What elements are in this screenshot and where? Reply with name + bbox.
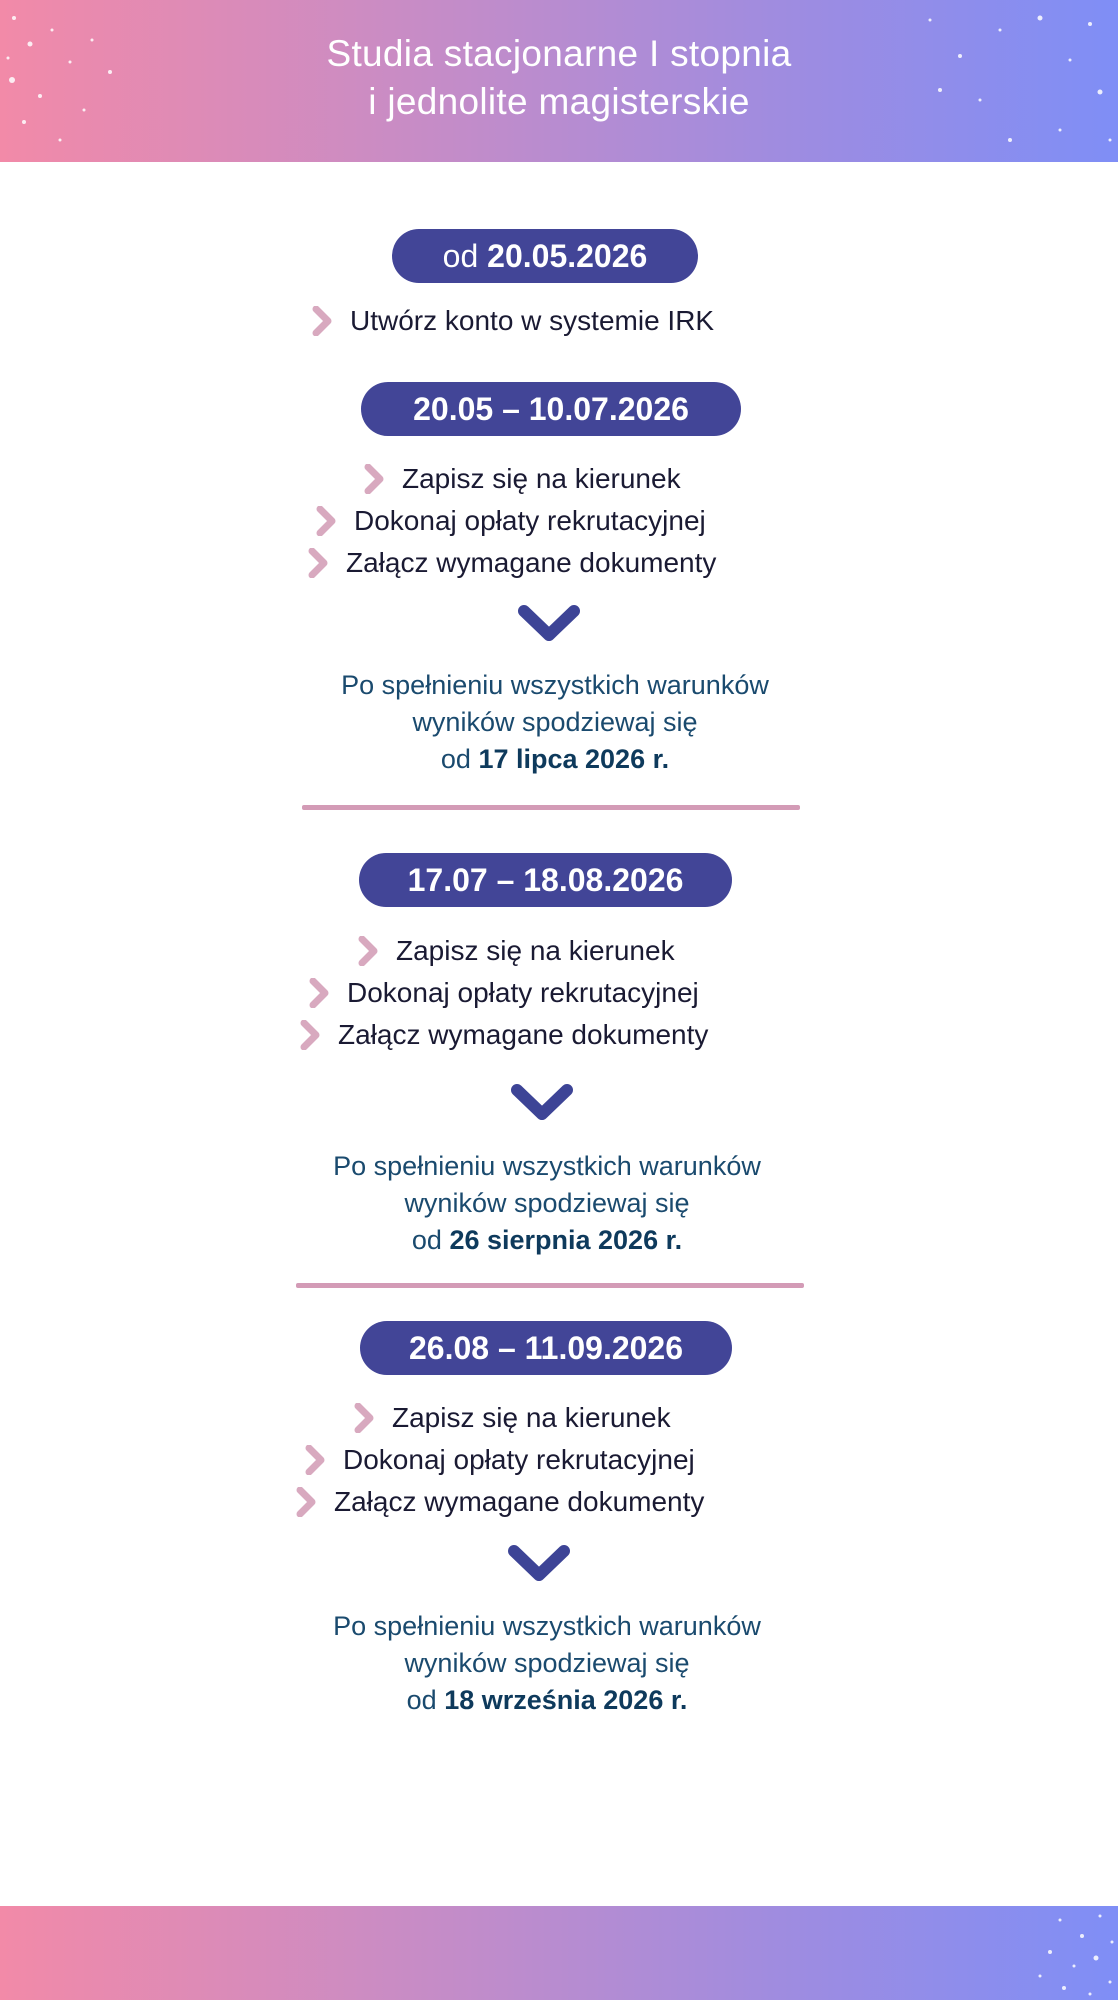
header-banner [0,0,1118,162]
step-label: Zapisz się na kierunek [396,935,675,966]
result-line-2: wyników spodziewaj się [404,1188,690,1218]
round-3-step-3 [296,1482,704,1522]
round-1-step-3 [308,543,716,583]
round-1-date-range [361,382,741,436]
round-1-range-label: 20.05 – 10.07.2026 [413,391,689,427]
chevron-right-icon [296,1487,318,1517]
start-date-value: 20.05.2026 [487,238,648,274]
round-2-step-1 [358,931,675,971]
step-label: Zapisz się na kierunek [392,1402,671,1433]
round-2-step-2 [309,973,699,1013]
round-2-step-3 [300,1015,708,1055]
result-line-2: wyników spodziewaj się [412,707,698,737]
result-line-3 [247,1682,847,1719]
chevron-right-icon [354,1403,376,1433]
round-1-step-2 [316,501,706,541]
chevron-right-icon [300,1020,322,1050]
step-label: Załącz wymagane dokumenty [334,1486,705,1517]
step-label: Dokonaj opłaty rekrutacyjnej [354,505,706,536]
step-label: Załącz wymagane dokumenty [346,547,717,578]
chevron-right-icon [358,936,380,966]
step-label: Zapisz się na kierunek [402,463,681,494]
result-line-3 [247,1222,847,1259]
step-label: Załącz wymagane dokumenty [338,1019,709,1050]
round-1-result-note [255,667,855,778]
start-date-badge [392,229,698,283]
result-line-1: Po spełnieniu wszystkich warunków [333,1151,761,1181]
section-divider [302,805,800,810]
result-date: 26 sierpnia 2026 r. [449,1225,683,1255]
chevron-down-icon [509,1082,575,1124]
chevron-right-icon [309,978,331,1008]
round-2-result-note [247,1148,847,1259]
round-3-range-label: 26.08 – 11.09.2026 [408,1330,684,1366]
chevron-down-icon [516,603,582,645]
page-title [0,30,1118,126]
round-3-step-2 [305,1440,695,1480]
result-prefix: od [411,1225,442,1255]
chevron-right-icon [308,548,330,578]
section-divider [296,1283,804,1288]
round-2-range-label: 17.07 – 18.08.2026 [407,862,684,898]
footer-banner [0,1906,1118,2000]
step-create-account [312,301,714,341]
step-label: Dokonaj opłaty rekrutacyjnej [343,1444,695,1475]
round-2-date-range [359,853,732,907]
chevron-right-icon [305,1445,327,1475]
step-label: Utwórz konto w systemie IRK [350,305,715,336]
result-prefix: od [406,1685,437,1715]
title-line-2: i jednolite magisterskie [368,81,750,122]
result-date: 17 lipca 2026 r. [478,744,670,774]
step-label: Dokonaj opłaty rekrutacyjnej [347,977,699,1008]
round-1-step-1 [364,459,681,499]
round-3-result-note [247,1608,847,1719]
chevron-down-icon [506,1543,572,1585]
result-line-2: wyników spodziewaj się [404,1648,690,1678]
chevron-right-icon [312,306,334,336]
result-line-1: Po spełnieniu wszystkich warunków [341,670,769,700]
round-3-step-1 [354,1398,671,1438]
title-line-1: Studia stacjonarne I stopnia [326,33,792,74]
result-line-1: Po spełnieniu wszystkich warunków [333,1611,761,1641]
chevron-right-icon [316,506,338,536]
result-prefix: od [440,744,471,774]
chevron-right-icon [364,464,386,494]
sparkles-decoration [0,1906,1118,2000]
result-date: 18 września 2026 r. [444,1685,688,1715]
start-date-prefix: od [442,238,479,274]
round-3-date-range [360,1321,732,1375]
result-line-3 [255,741,855,778]
